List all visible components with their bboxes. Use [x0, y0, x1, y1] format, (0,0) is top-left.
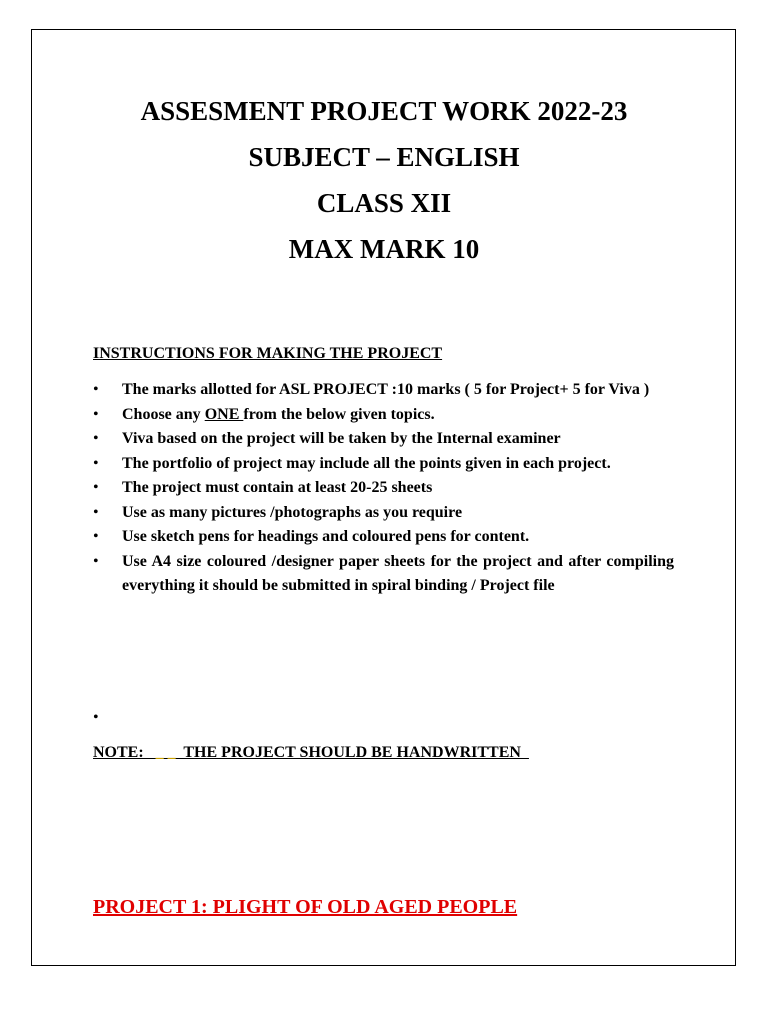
list-item [93, 378, 674, 403]
list-item [93, 476, 674, 501]
bullet-icon: • [93, 430, 99, 447]
list-item [93, 501, 674, 526]
project-title: PROJECT 1: PLIGHT OF OLD AGED PEOPLE [93, 896, 518, 918]
instruction-text: The project must contain at least 20-25 sheets [122, 479, 433, 496]
list-item [93, 427, 674, 452]
bullet-icon: • [93, 454, 99, 472]
note-label: NOTE: [93, 744, 156, 761]
bullet-icon: • [93, 503, 99, 521]
bullet-icon: • [93, 552, 99, 570]
bullet-icon: • [93, 381, 99, 398]
list-item [93, 403, 674, 428]
class-title: CLASS XII [316, 188, 452, 218]
list-item [93, 525, 674, 550]
instructions-heading: INSTRUCTIONS FOR MAKING THE PROJECT [93, 345, 443, 362]
assessment-title: ASSESMENT PROJECT WORK 2022-23 [140, 96, 628, 126]
list-item [93, 452, 674, 477]
max-mark-title: MAX MARK 10 [288, 234, 480, 264]
instruction-text: Use A4 size coloured /designer paper sheets for the project and after compiling everything it should be submitted in spiral binding / Project file [122, 552, 674, 594]
instructions-list [93, 378, 674, 599]
bullet-icon: • [93, 479, 99, 496]
bullet-icon: • [93, 405, 99, 423]
list-item [93, 550, 674, 599]
note-text: THE PROJECT SHOULD BE HANDWRITTEN [175, 744, 529, 761]
instruction-text: Use as many pictures /photographs as you require [122, 503, 463, 521]
instruction-text: The portfolio of project may include all the points given in each project. [122, 454, 611, 472]
instruction-text-emphasis: ONE [204, 405, 244, 423]
instruction-text: The marks allotted for ASL PROJECT :10 marks ( 5 for Project+ 5 for Viva ) [122, 381, 650, 398]
instruction-text: Use sketch pens for headings and coloured pens for content. [122, 528, 530, 545]
instruction-text-after: from the below given topics. [243, 405, 435, 423]
instruction-text: Viva based on the project will be taken by the Internal examiner [122, 430, 561, 447]
note-dash: _ _ [155, 744, 176, 761]
empty-bullet-icon: • [93, 709, 99, 726]
instruction-text-before: Choose any [122, 405, 205, 423]
handwritten-note [93, 744, 529, 762]
subject-title: SUBJECT – ENGLISH [248, 142, 520, 172]
bullet-icon: • [93, 528, 99, 545]
title-block [0, 88, 768, 272]
